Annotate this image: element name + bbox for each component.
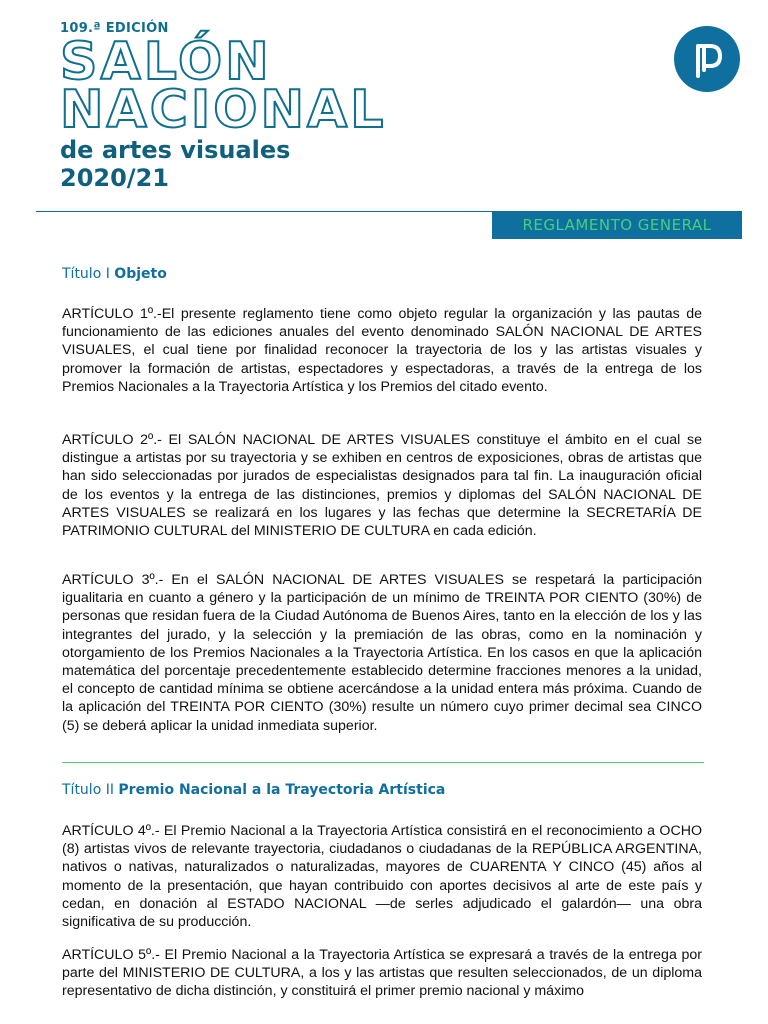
title-line-salon: SALÓN (60, 32, 272, 92)
article-2: ARTÍCULO 2º.- El SALÓN NACIONAL DE ARTES VISUALES constituye el ámbito en el cual se distingue a artistas por su trayectoria y se exhiben en centros de exposiciones, obras de artistas que han sido seleccionadas por jurados de especialistas designados para tal fin. La inauguración oficial de los eventos y la entrega de las distinciones, premios y diplomas del SALÓN NACIONAL DE ARTES VISUALES se realizará en los lugares y las fechas que determine la SECRETARÍA DE PATRIMONIO CULTURAL del MINISTERIO DE CULTURA en cada edición. (62, 432, 702, 540)
title-subtitle: de artes visuales (60, 136, 291, 164)
header-title-block (60, 20, 386, 192)
section-title-1 (62, 264, 167, 284)
article-3: ARTÍCULO 3º.- En el SALÓN NACIONAL DE ARTES VISUALES se respetará la participación igualitaria en cuanto a género y la participación de un mínimo de TREINTA POR CIENTO (30%) de personas que residan fuera de la Ciudad Autónoma de Buenos Aires, tanto en la elección de los y las integrantes del jurado, y la selección y la premiación de las obras, como en la nominación y otorgamiento de los Premios Nacionales a la Trayectoria Artística. En los casos en que la aplicación matemática del porcentaje precedentemente establecido determine fracciones menores a la unidad, el concepto de cantidad mínima se obtiene acercándose a la unidad entera más próxima. Cuando de la aplicación del TREINTA POR CIENTO (30%) resulte un número cuyo primer decimal sea CINCO (5) se deberá aplicar la unidad inmediata superior. (62, 572, 702, 734)
edition-label: 109.ª EDICIÓN (60, 21, 169, 36)
reglamento-banner: REGLAMENTO GENERAL (492, 212, 742, 239)
section-name: Premio Nacional a la Trayectoria Artística (118, 782, 446, 798)
section-divider (62, 762, 704, 763)
p-circle-logo-icon (674, 26, 740, 92)
title-line-nacional: NACIONAL (60, 80, 387, 140)
section-title-2 (62, 780, 445, 800)
section-name: Objeto (114, 266, 167, 282)
section-prefix: Título I (62, 266, 110, 282)
title-years: 2020/21 (60, 164, 169, 192)
article-4: ARTÍCULO 4º.- El Premio Nacional a la Trayectoria Artística consistirá en el reconocimiento a OCHO (8) artistas vivos de relevante trayectoria, ciudadanos o ciudadanas de la REPÚBLICA ARGENTINA, nativos o nativas, naturalizados o naturalizadas, mayores de CUARENTA Y CINCO (45) años al momento de la presentación, que hayan contribuido con aportes decisivos al arte de este país y cedan, en donación al ESTADO NACIONAL —de serles adjudicado el galardón— una obra significativa de su producción. (62, 823, 702, 931)
article-1: ARTÍCULO 1º.-El presente reglamento tiene como objeto regular la organización y las pautas de funcionamiento de las ediciones anuales del evento denominado SALÓN NACIONAL DE ARTES VISUALES, el cual tiene por finalidad reconocer la trayectoria de los y las artistas visuales y promover la formación de artistas, espectadores y espectadoras, a través de la entrega de los Premios Nacionales a la Trayectoria Artística y los Premios del citado evento. (62, 306, 702, 395)
section-prefix: Título II (62, 782, 114, 798)
article-5: ARTÍCULO 5º.- El Premio Nacional a la Trayectoria Artística se expresará a través de la entrega por parte del MINISTERIO DE CULTURA, a los y las artistas que resulten seleccionados, de un diploma representativo de dicha distinción, y constituirá el primer premio nacional y máximo (62, 947, 702, 1000)
